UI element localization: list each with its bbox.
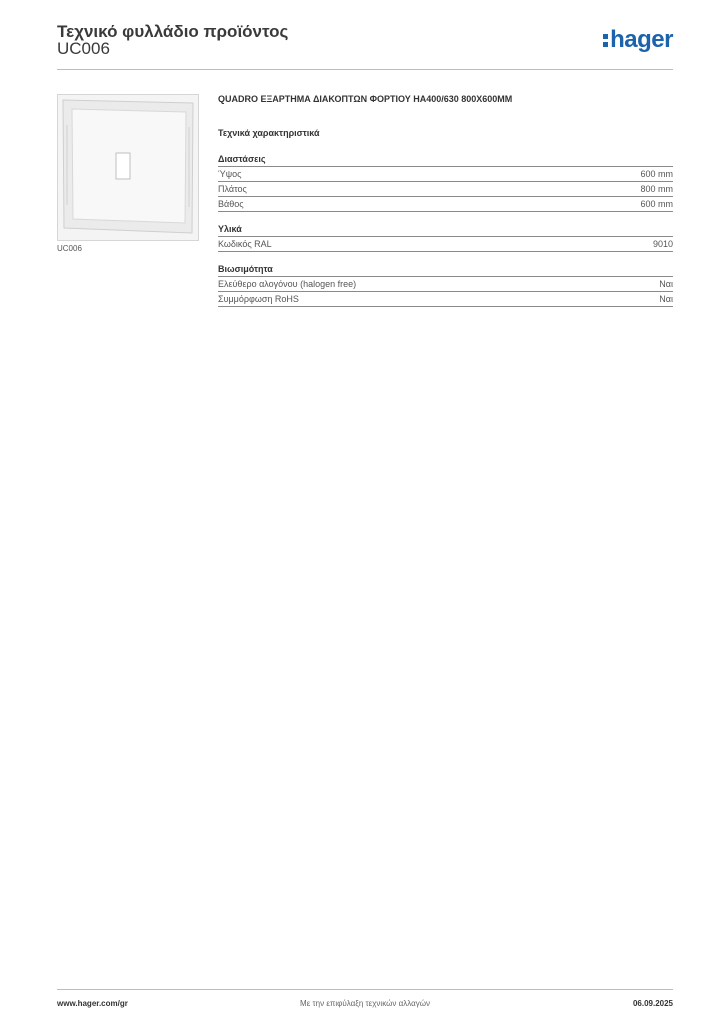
spec-label: Συμμόρφωση RoHS bbox=[218, 294, 299, 304]
product-code: UC006 bbox=[57, 39, 110, 58]
spec-value: 600 mm bbox=[640, 169, 673, 179]
product-title: QUADRO ΕΞΑΡΤΗΜΑ ΔΙΑΚΟΠΤΩΝ ΦΟΡΤΙΟΥ HA400/630 800X600MM bbox=[218, 94, 513, 104]
page-footer bbox=[57, 989, 673, 1014]
spec-row bbox=[218, 292, 673, 307]
spec-row bbox=[218, 237, 673, 252]
spec-row bbox=[218, 277, 673, 292]
spec-group-sustainability bbox=[218, 264, 673, 307]
specs-heading: Τεχνικά χαρακτηριστικά bbox=[218, 128, 320, 138]
panel-illustration bbox=[58, 95, 198, 240]
footer-date: 06.09.2025 bbox=[632, 999, 673, 1008]
logo-dots-icon bbox=[603, 34, 608, 47]
page-header bbox=[57, 20, 673, 70]
spec-label: Ύψος bbox=[218, 169, 242, 179]
spec-group-materials bbox=[218, 224, 673, 252]
product-image bbox=[57, 94, 199, 241]
hager-logo bbox=[603, 27, 673, 53]
spec-label: Βάθος bbox=[218, 199, 244, 209]
spec-row bbox=[218, 182, 673, 197]
image-caption: UC006 bbox=[57, 244, 82, 253]
spec-value: Ναι bbox=[659, 294, 673, 304]
spec-row bbox=[218, 167, 673, 182]
logo-text: hager bbox=[610, 26, 673, 53]
spec-value: Ναι bbox=[659, 279, 673, 289]
spec-label: Πλάτος bbox=[218, 184, 247, 194]
group-heading: Διαστάσεις bbox=[218, 154, 673, 167]
spec-content bbox=[218, 94, 673, 307]
spec-value: 9010 bbox=[652, 239, 673, 249]
footer-website-link[interactable]: www.hager.com/gr bbox=[57, 999, 128, 1008]
spec-row bbox=[218, 197, 673, 212]
footer-notice: Με την επιφύλαξη τεχνικών αλλαγών bbox=[300, 999, 430, 1008]
document-title: Τεχνικό φυλλάδιο προϊόντος bbox=[57, 22, 289, 41]
group-heading: Βιωσιμότητα bbox=[218, 264, 673, 277]
spec-label: Κωδικός RAL bbox=[218, 239, 272, 249]
spec-label: Ελεύθερο αλογόνου (halogen free) bbox=[218, 279, 357, 289]
spec-value: 600 mm bbox=[640, 199, 673, 209]
spec-group-dimensions bbox=[218, 154, 673, 212]
spec-value: 800 mm bbox=[640, 184, 673, 194]
group-heading: Υλικά bbox=[218, 224, 673, 237]
